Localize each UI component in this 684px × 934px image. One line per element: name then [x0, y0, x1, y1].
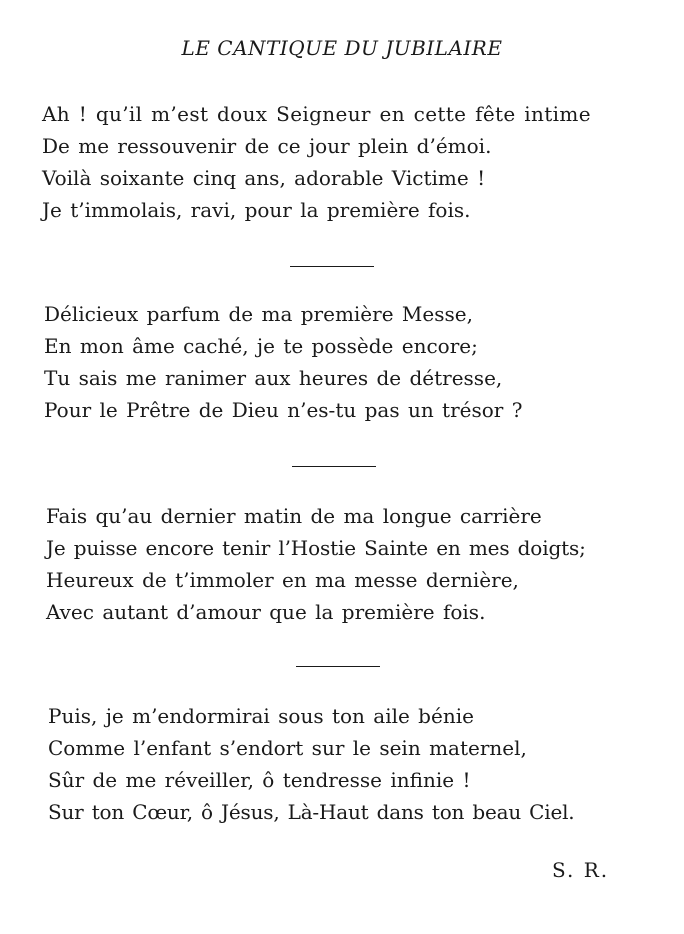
verse-line: Puis, je m’endormirai sous ton aile bénie [48, 704, 474, 728]
verse-line: Voilà soixante cinq ans, adorable Victime ! [42, 166, 486, 190]
stanza-3 [46, 500, 586, 628]
stanza-divider [290, 266, 374, 267]
stanza-2 [44, 298, 522, 426]
verse-line: Fais qu’au dernier matin de ma longue carrière [46, 504, 542, 528]
stanza-4 [48, 700, 574, 828]
verse-line: De me ressouvenir de ce jour plein d’émoi. [42, 134, 492, 158]
verse-line: Je t’immolais, ravi, pour la première fois. [42, 198, 471, 222]
verse-line: En mon âme caché, je te possède encore; [44, 334, 478, 358]
verse-line: Ah ! qu’il m’est doux Seigneur en cette fête intime [42, 102, 591, 126]
verse-line: Sur ton Cœur, ô Jésus, Là-Haut dans ton beau Ciel. [48, 800, 575, 824]
stanza-1 [42, 98, 591, 226]
verse-line: Comme l’enfant s’endort sur le sein maternel, [48, 736, 527, 760]
verse-line: Avec autant d’amour que la première fois. [46, 600, 486, 624]
stanza-divider [296, 666, 380, 667]
verse-line: Sûr de me réveiller, ô tendresse infinie ! [48, 768, 471, 792]
verse-line: Délicieux parfum de ma première Messe, [44, 302, 473, 326]
verse-line: Je puisse encore tenir l’Hostie Sainte en mes doigts; [46, 536, 586, 560]
stanza-divider [292, 466, 376, 467]
verse-line: Pour le Prêtre de Dieu n’es-tu pas un trésor ? [44, 398, 523, 422]
verse-line: Tu sais me ranimer aux heures de détresse, [44, 366, 503, 390]
signature: S. R. [552, 858, 610, 882]
verse-line: Heureux de t’immoler en ma messe dernière, [46, 568, 519, 592]
poem-title: LE CANTIQUE DU JUBILAIRE [181, 36, 503, 60]
